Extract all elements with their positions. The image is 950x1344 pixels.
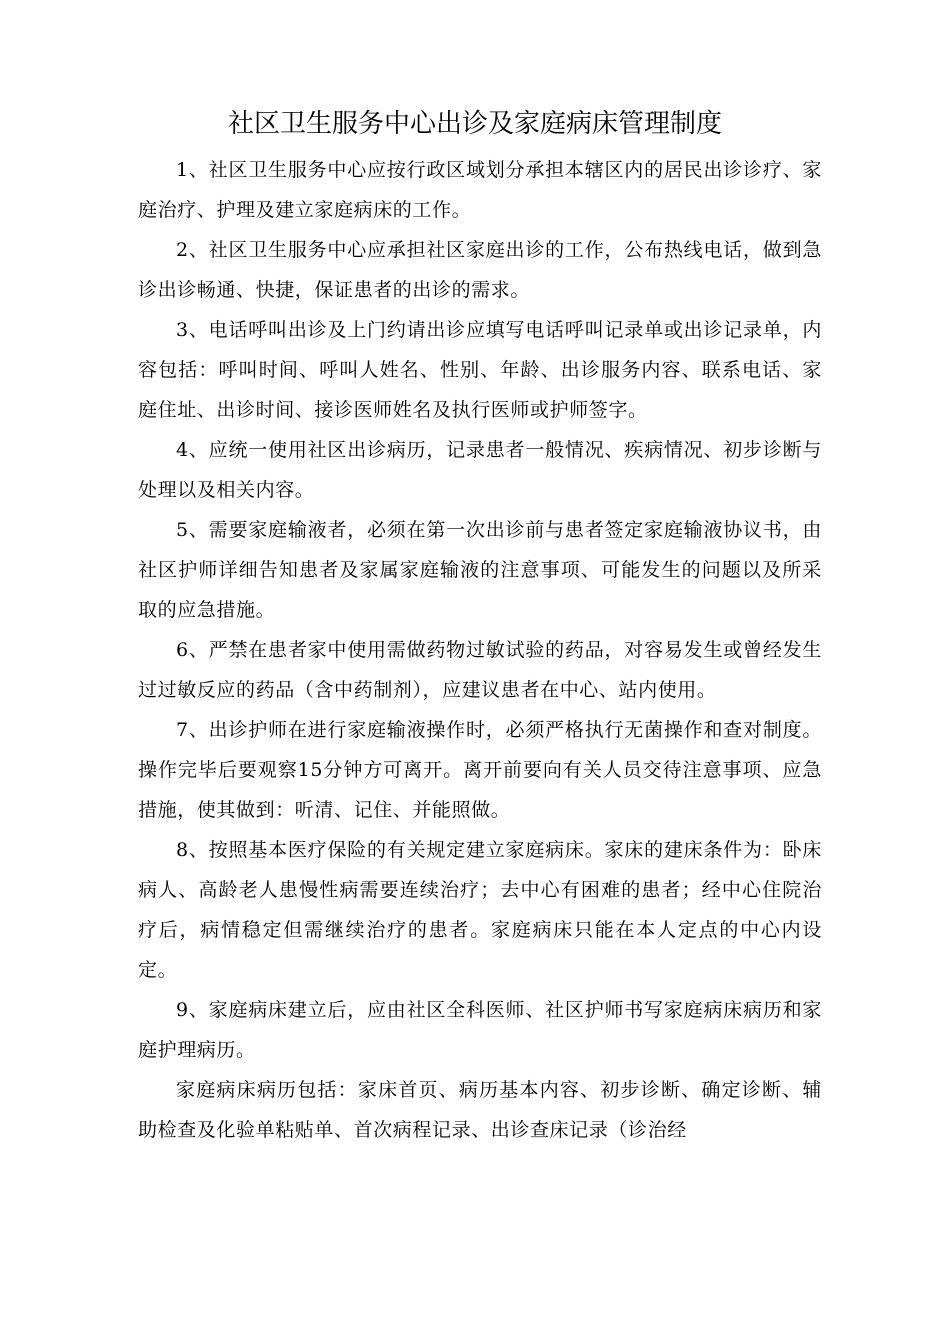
paragraph-6: 6、严禁在患者家中使用需做药物过敏试验的药品，对容易发生或曾经发生过过敏反应的药品（含中药制剂），应建议患者在中心、站内使用。 (138, 639, 822, 701)
paragraph-1: 1、社区卫生服务中心应按行政区域划分承担本辖区内的居民出诊诊疗、家庭治疗、护理及建立家庭病床的工作。 (138, 159, 822, 221)
paragraph-9: 9、家庭病床建立后，应由社区全科医师、社区护师书写家庭病床病历和家庭护理病历。 (138, 999, 822, 1061)
paragraph-8: 8、按照基本医疗保险的有关规定建立家庭病床。家床的建床条件为：卧床病人、高龄老人患慢性病需要连续治疗；去中心有困难的患者；经中心住院治疗后，病情稳定但需继续治疗的患者。家庭病床只能在本人定点的中心内设定。 (138, 839, 822, 981)
paragraph-5: 5、需要家庭输液者，必须在第一次出诊前与患者签定家庭输液协议书，由社区护师详细告知患者及家属家庭输液的注意事项、可能发生的问题以及所采取的应急措施。 (138, 519, 822, 621)
document-body (138, 150, 822, 1150)
paragraph-7: 7、出诊护师在进行家庭输液操作时，必须严格执行无菌操作和查对制度。操作完毕后要观察15分钟方可离开。离开前要向有关人员交待注意事项、应急措施，使其做到：听清、记住、并能照做。 (138, 719, 822, 821)
paragraph-3: 3、电话呼叫出诊及上门约请出诊应填写电话呼叫记录单或出诊记录单，内容包括：呼叫时间、呼叫人姓名、性别、年龄、出诊服务内容、联系电话、家庭住址、出诊时间、接诊医师姓名及执行医师或护师签字。 (138, 319, 822, 421)
document-title: 社区卫生服务中心出诊及家庭病床管理制度 (227, 109, 722, 139)
paragraph-4: 4、应统一使用社区出诊病历，记录患者一般情况、疾病情况、初步诊断与处理以及相关内容。 (138, 439, 822, 501)
paragraph-2: 2、社区卫生服务中心应承担社区家庭出诊的工作，公布热线电话，做到急诊出诊畅通、快捷，保证患者的出诊的需求。 (138, 239, 822, 301)
paragraph-10: 家庭病床病历包括：家床首页、病历基本内容、初步诊断、确定诊断、辅助检查及化验单粘贴单、首次病程记录、出诊查床记录（诊治经 (138, 1079, 822, 1141)
